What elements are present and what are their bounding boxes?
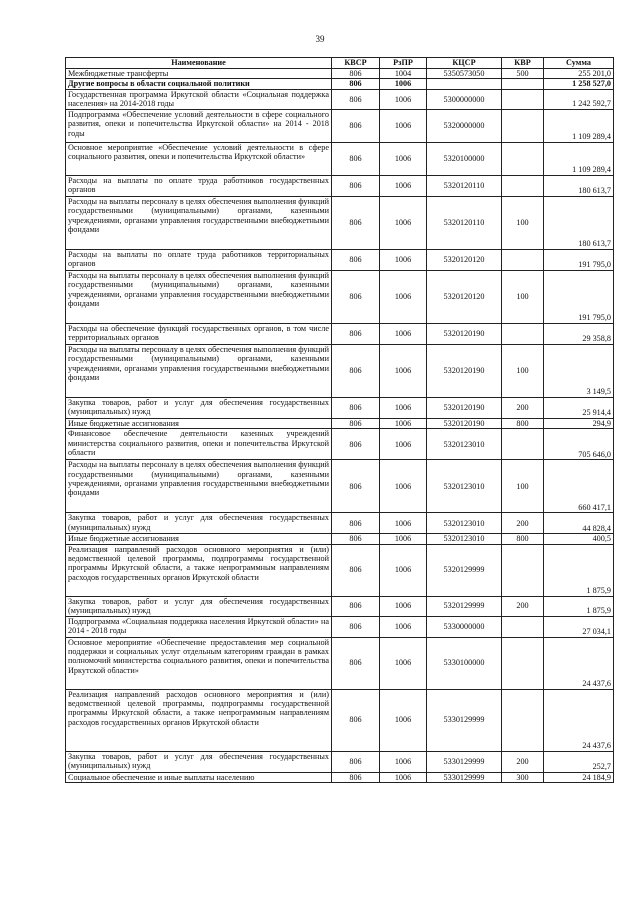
row-sum: 1 109 289,4 bbox=[544, 142, 614, 175]
row-rzpr: 1004 bbox=[380, 69, 427, 79]
header-kvr: КВР bbox=[502, 58, 544, 69]
row-kcsr: 5350573050 bbox=[427, 69, 502, 79]
row-rzpr: 1006 bbox=[380, 175, 427, 196]
row-sum: 705 646,0 bbox=[544, 429, 614, 460]
row-rzpr: 1006 bbox=[380, 513, 427, 534]
row-kvr bbox=[502, 544, 544, 596]
table-row bbox=[66, 196, 614, 249]
table-row bbox=[66, 397, 614, 418]
row-kvsr: 806 bbox=[332, 397, 380, 418]
header-sum: Сумма bbox=[544, 58, 614, 69]
header-rzpr: РзПР bbox=[380, 58, 427, 69]
row-kcsr: 5320123010 bbox=[427, 460, 502, 513]
row-sum: 25 914,4 bbox=[544, 397, 614, 418]
row-kvsr: 806 bbox=[332, 249, 380, 270]
row-kvsr: 806 bbox=[332, 534, 380, 544]
row-kcsr: 5320129999 bbox=[427, 544, 502, 596]
row-kvr: 200 bbox=[502, 397, 544, 418]
row-rzpr: 1006 bbox=[380, 79, 427, 89]
row-kcsr bbox=[427, 79, 502, 89]
row-sum: 3 149,5 bbox=[544, 344, 614, 397]
row-rzpr: 1006 bbox=[380, 616, 427, 637]
table-row bbox=[66, 79, 614, 89]
row-name: Подпрограмма «Социальная поддержка населения Иркутской области» на 2014 - 2018 годы bbox=[66, 616, 332, 637]
row-kvr: 800 bbox=[502, 418, 544, 428]
row-kvr bbox=[502, 89, 544, 109]
table-row bbox=[66, 249, 614, 270]
row-name: Закупка товаров, работ и услуг для обеспечения государственных (муниципальных) нужд bbox=[66, 751, 332, 772]
row-rzpr: 1006 bbox=[380, 689, 427, 751]
row-rzpr: 1006 bbox=[380, 751, 427, 772]
row-kcsr: 5320120190 bbox=[427, 344, 502, 397]
row-kvsr: 806 bbox=[332, 429, 380, 460]
row-kvr bbox=[502, 142, 544, 175]
row-rzpr: 1006 bbox=[380, 344, 427, 397]
row-kvsr: 806 bbox=[332, 418, 380, 428]
row-kcsr: 5320123010 bbox=[427, 513, 502, 534]
table-row bbox=[66, 109, 614, 142]
table-row bbox=[66, 544, 614, 596]
row-name: Межбюджетные трансферты bbox=[66, 69, 332, 79]
row-sum: 24 184,9 bbox=[544, 772, 614, 782]
row-kvsr: 806 bbox=[332, 751, 380, 772]
row-name: Расходы на выплаты по оплате труда работников территориальных органов bbox=[66, 249, 332, 270]
row-sum: 44 828,4 bbox=[544, 513, 614, 534]
row-kcsr: 5330000000 bbox=[427, 616, 502, 637]
row-rzpr: 1006 bbox=[380, 270, 427, 323]
row-kvr bbox=[502, 175, 544, 196]
row-kvr bbox=[502, 249, 544, 270]
row-kvr: 500 bbox=[502, 69, 544, 79]
row-kcsr: 5320120110 bbox=[427, 175, 502, 196]
row-sum: 660 417,1 bbox=[544, 460, 614, 513]
table-row bbox=[66, 418, 614, 428]
table-row bbox=[66, 344, 614, 397]
row-kvr bbox=[502, 616, 544, 637]
row-kvsr: 806 bbox=[332, 175, 380, 196]
row-kvsr: 806 bbox=[332, 637, 380, 689]
row-kvsr: 806 bbox=[332, 344, 380, 397]
table-row bbox=[66, 637, 614, 689]
table-row bbox=[66, 270, 614, 323]
table-row bbox=[66, 513, 614, 534]
row-rzpr: 1006 bbox=[380, 196, 427, 249]
row-name: Расходы на выплаты по оплате труда работников государственных органов bbox=[66, 175, 332, 196]
row-kcsr: 5320120120 bbox=[427, 270, 502, 323]
row-kvsr: 806 bbox=[332, 142, 380, 175]
row-sum: 27 034,1 bbox=[544, 616, 614, 637]
row-kcsr: 5320123010 bbox=[427, 534, 502, 544]
row-kvr bbox=[502, 323, 544, 344]
table-row bbox=[66, 616, 614, 637]
row-kcsr: 5320129999 bbox=[427, 596, 502, 616]
row-name: Закупка товаров, работ и услуг для обеспечения государственных (муниципальных) нужд bbox=[66, 397, 332, 418]
budget-table bbox=[65, 57, 614, 783]
row-name: Расходы на обеспечение функций государственных органов, в том числе территориальных органов bbox=[66, 323, 332, 344]
row-sum: 294,9 bbox=[544, 418, 614, 428]
row-kvsr: 806 bbox=[332, 323, 380, 344]
table-row bbox=[66, 89, 614, 109]
row-rzpr: 1006 bbox=[380, 772, 427, 782]
row-kvr: 100 bbox=[502, 460, 544, 513]
row-sum: 1 875,9 bbox=[544, 544, 614, 596]
row-kvr bbox=[502, 689, 544, 751]
row-kvsr: 806 bbox=[332, 460, 380, 513]
row-kcsr: 5330129999 bbox=[427, 751, 502, 772]
row-kcsr: 5320100000 bbox=[427, 142, 502, 175]
row-name: Иные бюджетные ассигнования bbox=[66, 418, 332, 428]
row-name: Основное мероприятие «Обеспечение условий деятельности в сфере социального развития, опеки и попечительства Иркутской области» bbox=[66, 142, 332, 175]
row-sum: 400,5 bbox=[544, 534, 614, 544]
row-kcsr: 5330129999 bbox=[427, 689, 502, 751]
row-sum: 1 242 592,7 bbox=[544, 89, 614, 109]
header-kcsr: КЦСР bbox=[427, 58, 502, 69]
row-kvsr: 806 bbox=[332, 196, 380, 249]
header-name: Наименование bbox=[66, 58, 332, 69]
row-kvr bbox=[502, 429, 544, 460]
row-rzpr: 1006 bbox=[380, 109, 427, 142]
row-kvr bbox=[502, 79, 544, 89]
row-name: Финансовое обеспечение деятельности казенных учреждений министерства социального развития, опеки и попечительства Иркутской области bbox=[66, 429, 332, 460]
row-kcsr: 5320120190 bbox=[427, 418, 502, 428]
row-sum: 1 875,9 bbox=[544, 596, 614, 616]
row-rzpr: 1006 bbox=[380, 637, 427, 689]
row-kvr: 200 bbox=[502, 596, 544, 616]
row-sum: 24 437,6 bbox=[544, 637, 614, 689]
row-kvsr: 806 bbox=[332, 270, 380, 323]
table-row bbox=[66, 534, 614, 544]
row-kvr bbox=[502, 637, 544, 689]
row-kcsr: 5320120190 bbox=[427, 323, 502, 344]
row-name: Подпрограмма «Обеспечение условий деятельности в сфере социального развития, опеки и попечительства Иркутской области» на 2014 - 2018 годы bbox=[66, 109, 332, 142]
row-kvr: 800 bbox=[502, 534, 544, 544]
row-rzpr: 1006 bbox=[380, 429, 427, 460]
row-sum: 29 358,8 bbox=[544, 323, 614, 344]
row-rzpr: 1006 bbox=[380, 89, 427, 109]
row-sum: 180 613,7 bbox=[544, 175, 614, 196]
row-kvsr: 806 bbox=[332, 109, 380, 142]
row-kcsr: 5320120110 bbox=[427, 196, 502, 249]
row-sum: 255 201,0 bbox=[544, 69, 614, 79]
row-sum: 1 109 289,4 bbox=[544, 109, 614, 142]
table-header-row bbox=[66, 58, 614, 69]
row-kvsr: 806 bbox=[332, 772, 380, 782]
row-rzpr: 1006 bbox=[380, 534, 427, 544]
row-kvr bbox=[502, 109, 544, 142]
row-kvsr: 806 bbox=[332, 596, 380, 616]
row-name: Иные бюджетные ассигнования bbox=[66, 534, 332, 544]
row-kcsr: 5320120190 bbox=[427, 397, 502, 418]
row-name: Расходы на выплаты персоналу в целях обеспечения выполнения функций государственными (муниципальными) органами, казенными учреждениями, органами управления государственными внебюджетными фондами bbox=[66, 196, 332, 249]
row-kcsr: 5320000000 bbox=[427, 109, 502, 142]
row-kcsr: 5330129999 bbox=[427, 772, 502, 782]
row-kvsr: 806 bbox=[332, 513, 380, 534]
row-kcsr: 5320120120 bbox=[427, 249, 502, 270]
row-kcsr: 5330100000 bbox=[427, 637, 502, 689]
row-rzpr: 1006 bbox=[380, 397, 427, 418]
row-sum: 24 437,6 bbox=[544, 689, 614, 751]
row-name: Закупка товаров, работ и услуг для обеспечения государственных (муниципальных) нужд bbox=[66, 596, 332, 616]
row-kvr: 100 bbox=[502, 344, 544, 397]
row-sum: 1 258 527,0 bbox=[544, 79, 614, 89]
row-name: Закупка товаров, работ и услуг для обеспечения государственных (муниципальных) нужд bbox=[66, 513, 332, 534]
row-kvr: 100 bbox=[502, 270, 544, 323]
row-kvsr: 806 bbox=[332, 89, 380, 109]
row-sum: 191 795,0 bbox=[544, 249, 614, 270]
row-rzpr: 1006 bbox=[380, 596, 427, 616]
row-name: Расходы на выплаты персоналу в целях обеспечения выполнения функций государственными (муниципальными) органами, казенными учреждениями, органами управления государственными внебюджетными фондами bbox=[66, 460, 332, 513]
table-row bbox=[66, 460, 614, 513]
table-row bbox=[66, 596, 614, 616]
row-rzpr: 1006 bbox=[380, 249, 427, 270]
row-name: Расходы на выплаты персоналу в целях обеспечения выполнения функций государственными (муниципальными) органами, казенными учреждениями, органами управления государственными внебюджетными фондами bbox=[66, 270, 332, 323]
row-name: Расходы на выплаты персоналу в целях обеспечения выполнения функций государственными (муниципальными) органами, казенными учреждениями, органами управления государственными внебюджетными фондами bbox=[66, 344, 332, 397]
row-name: Другие вопросы в области социальной политики bbox=[66, 79, 332, 89]
table-row bbox=[66, 429, 614, 460]
page-number: 39 bbox=[315, 34, 325, 44]
table-row bbox=[66, 175, 614, 196]
table-row bbox=[66, 751, 614, 772]
row-kvr: 300 bbox=[502, 772, 544, 782]
header-kvsr: КВСР bbox=[332, 58, 380, 69]
row-name: Социальное обеспечение и иные выплаты населению bbox=[66, 772, 332, 782]
row-rzpr: 1006 bbox=[380, 142, 427, 175]
row-sum: 252,7 bbox=[544, 751, 614, 772]
row-kvsr: 806 bbox=[332, 689, 380, 751]
row-kcsr: 5300000000 bbox=[427, 89, 502, 109]
row-name: Государственная программа Иркутской области «Социальная поддержка населения» на 2014-2018 годы bbox=[66, 89, 332, 109]
table-row bbox=[66, 689, 614, 751]
row-kvsr: 806 bbox=[332, 69, 380, 79]
table-row bbox=[66, 323, 614, 344]
row-rzpr: 1006 bbox=[380, 460, 427, 513]
row-sum: 191 795,0 bbox=[544, 270, 614, 323]
row-rzpr: 1006 bbox=[380, 323, 427, 344]
row-kvr: 200 bbox=[502, 513, 544, 534]
row-kvr: 100 bbox=[502, 196, 544, 249]
table-row bbox=[66, 772, 614, 782]
row-kcsr: 5320123010 bbox=[427, 429, 502, 460]
row-name: Реализация направлений расходов основного мероприятия и (или) ведомственной целевой программы, подпрограммы государственной программы Иркутской области, а также непрограммным направлениям расходов государственных органов Иркутской области bbox=[66, 544, 332, 596]
row-rzpr: 1006 bbox=[380, 544, 427, 596]
row-kvsr: 806 bbox=[332, 79, 380, 89]
row-name: Основное мероприятие «Обеспечение предоставления мер социальной поддержки и социальных услуг отдельным категориям граждан в рамках полномочий министерства социального развития, опеки и попечительства Иркутской области» bbox=[66, 637, 332, 689]
row-name: Реализация направлений расходов основного мероприятия и (или) ведомственной целевой программы, подпрограммы государственной программы Иркутской области, а также непрограммным направлениям расходов государственных органов Иркутской области bbox=[66, 689, 332, 751]
table-row bbox=[66, 69, 614, 79]
row-kvsr: 806 bbox=[332, 616, 380, 637]
row-rzpr: 1006 bbox=[380, 418, 427, 428]
row-kvsr: 806 bbox=[332, 544, 380, 596]
table-row bbox=[66, 142, 614, 175]
row-sum: 180 613,7 bbox=[544, 196, 614, 249]
row-kvr: 200 bbox=[502, 751, 544, 772]
